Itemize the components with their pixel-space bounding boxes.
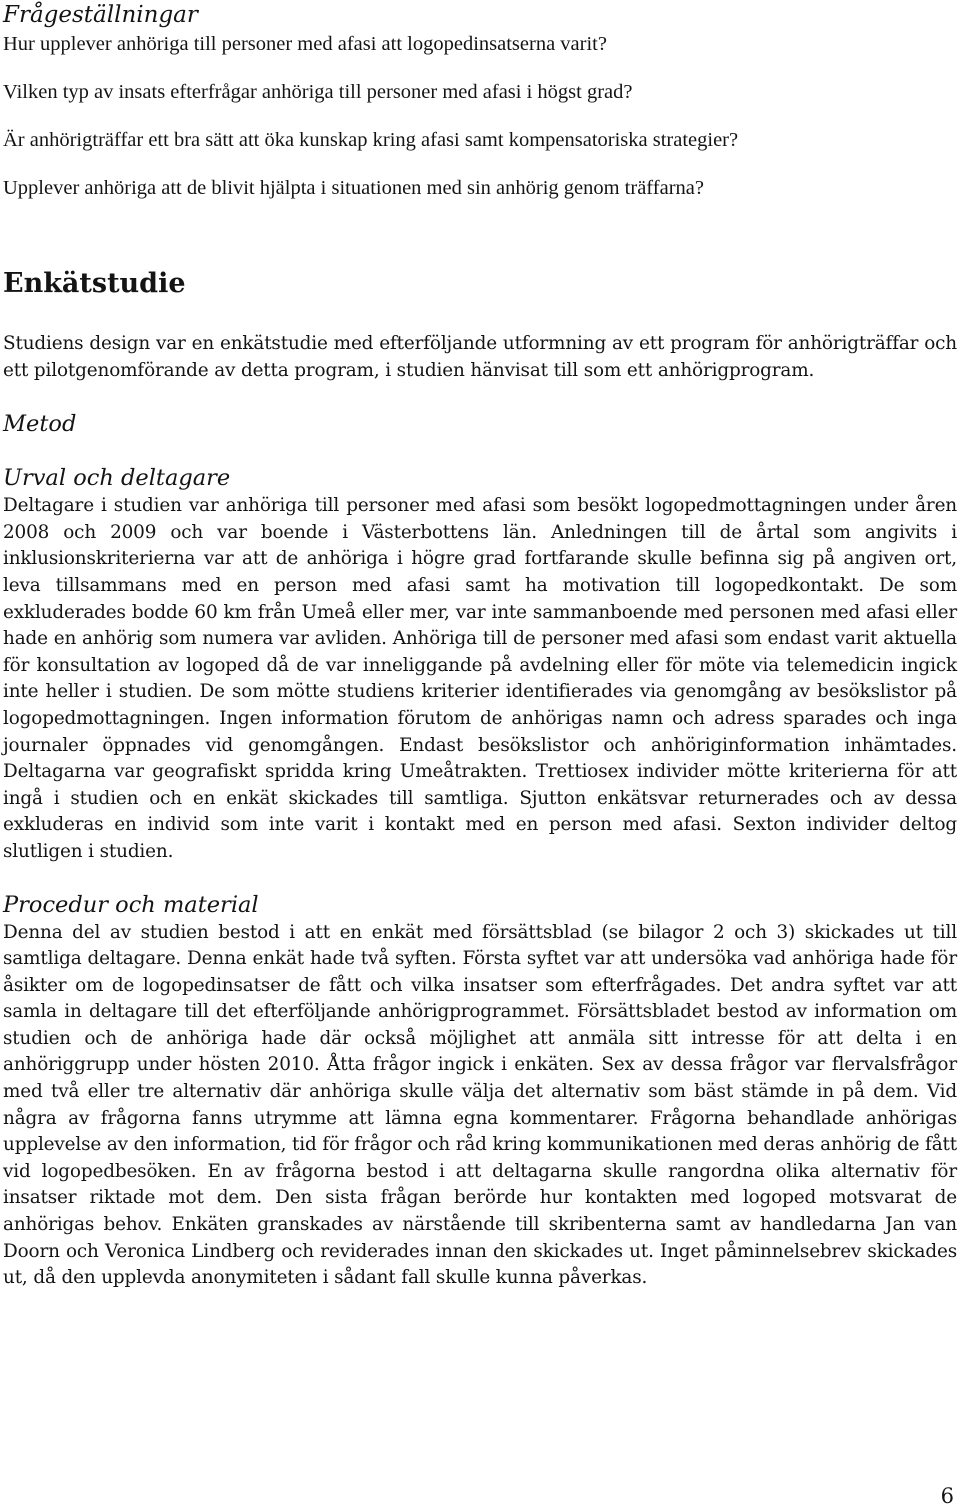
enkatstudie-title: Enkätstudie xyxy=(3,268,186,299)
urval-paragraph: Deltagare i studien var anhöriga till personer med afasi som besökt logopedmottagningen under åren 2008 och 2009 och var boende i Västerbottens län. Anledningen till de årtal som angivits i inklusionskriterierna var att de anhöriga i högre grad fortfarande skulle befinna sig på angiven ort, leva tillsammans med en person med afasi samt ha motivation till logopedkontakt. De som exkluderades bodde 60 km från Umeå eller mer, var inte sammanboende med personen med afasi eller hade en anhörig som numera var avliden. Anhöriga till de personer med afasi som endast varit aktuella för konsultation av logoped då de var inneliggande på avdelning eller för möte via telemedicin ingick inte heller i studien. De som mötte studiens kriterier identifierades via genomgång av besökslistor på logopedmottagningen. Ingen information förutom de anhörigas namn och adress sparades och inga journaler öppnades vid genomgången. Endast besökslistor och anhöriginformation inhämtades. Deltagarna var geografiskt spridda kring Umeåtrakten. Trettiosex individer mötte kriterierna för att ingå i studien och en enkät skickades till samtliga. Sjutton enkätsvar returnerades och av dessa exkluderas en individ som inte varit i kontakt med en person med afasi. Sexton individer deltog slutligen i studien. xyxy=(3,495,957,862)
question-3: Är anhörigträffar ett bra sätt att öka kunskap kring afasi samt kompensatoriska strategier? xyxy=(3,129,739,151)
question-4: Upplever anhöriga att de blivit hjälpta i situationen med sin anhörig genom träffarna? xyxy=(3,177,704,199)
page-number: 6 xyxy=(940,1484,954,1508)
document-page xyxy=(3,0,957,1292)
urval-heading: Urval och deltagare xyxy=(3,465,231,492)
enkatstudie-paragraph: Studiens design var en enkätstudie med efterföljande utformning av ett program för anhörigträffar och ett pilotgenomförande av detta program, i studien hänvisat till som ett anhörigprogram. xyxy=(3,333,957,381)
procedur-paragraph: Denna del av studien bestod i att en enkät med försättsblad (se bilagor 2 och 3) skickades ut till samtliga deltagare. Denna enkät hade två syften. Första syftet var att undersöka vad anhöriga hade för åsikter om de logopedinsatser de fått och vilka insatser som efterfrågades. Det andra syftet var att samla in deltagare till det efterföljande anhörigprogrammet. Försättsbladet bestod av information om studien och de anhöriga hade där också möjlighet att anmäla sitt intresse för att delta i en anhöriggrupp under hösten 2010. Åtta frågor ingick i enkäten. Sex av dessa frågor var flervalsfrågor med två eller tre alternativ där anhöriga skulle välja det alternativ som bäst stämde in på dem. Vid några av frågorna fanns utrymme att lämna egna kommentarer. Frågorna behandlade anhörigas upplevelse av den information, tid för frågor och råd kring kommunikationen med deras anhörig de fått vid logopedbesöken. En av frågorna bestod i att deltagarna skulle rangordna olika alternativ för insatser riktade mot dem. Den sista frågan berörde hur kontakten med logoped motsvarat de anhörigas behov. Enkäten granskades av närstående till skribenterna samt av handledarna Jan van Doorn och Veronica Lindberg och reviderades innan den skickades ut. Inget påminnelsebrev skickades ut, då den upplevda anonymiteten i sådant fall skulle kunna påverkas. xyxy=(3,921,957,1289)
question-1: Hur upplever anhöriga till personer med afasi att logopedinsatserna varit? xyxy=(3,33,607,55)
question-2: Vilken typ av insats efterfrågar anhöriga till personer med afasi i högst grad? xyxy=(3,81,633,103)
procedur-heading: Procedur och material xyxy=(3,891,259,918)
metod-heading: Metod xyxy=(3,411,77,438)
fragestallningar-heading: Frågeställningar xyxy=(3,2,198,28)
